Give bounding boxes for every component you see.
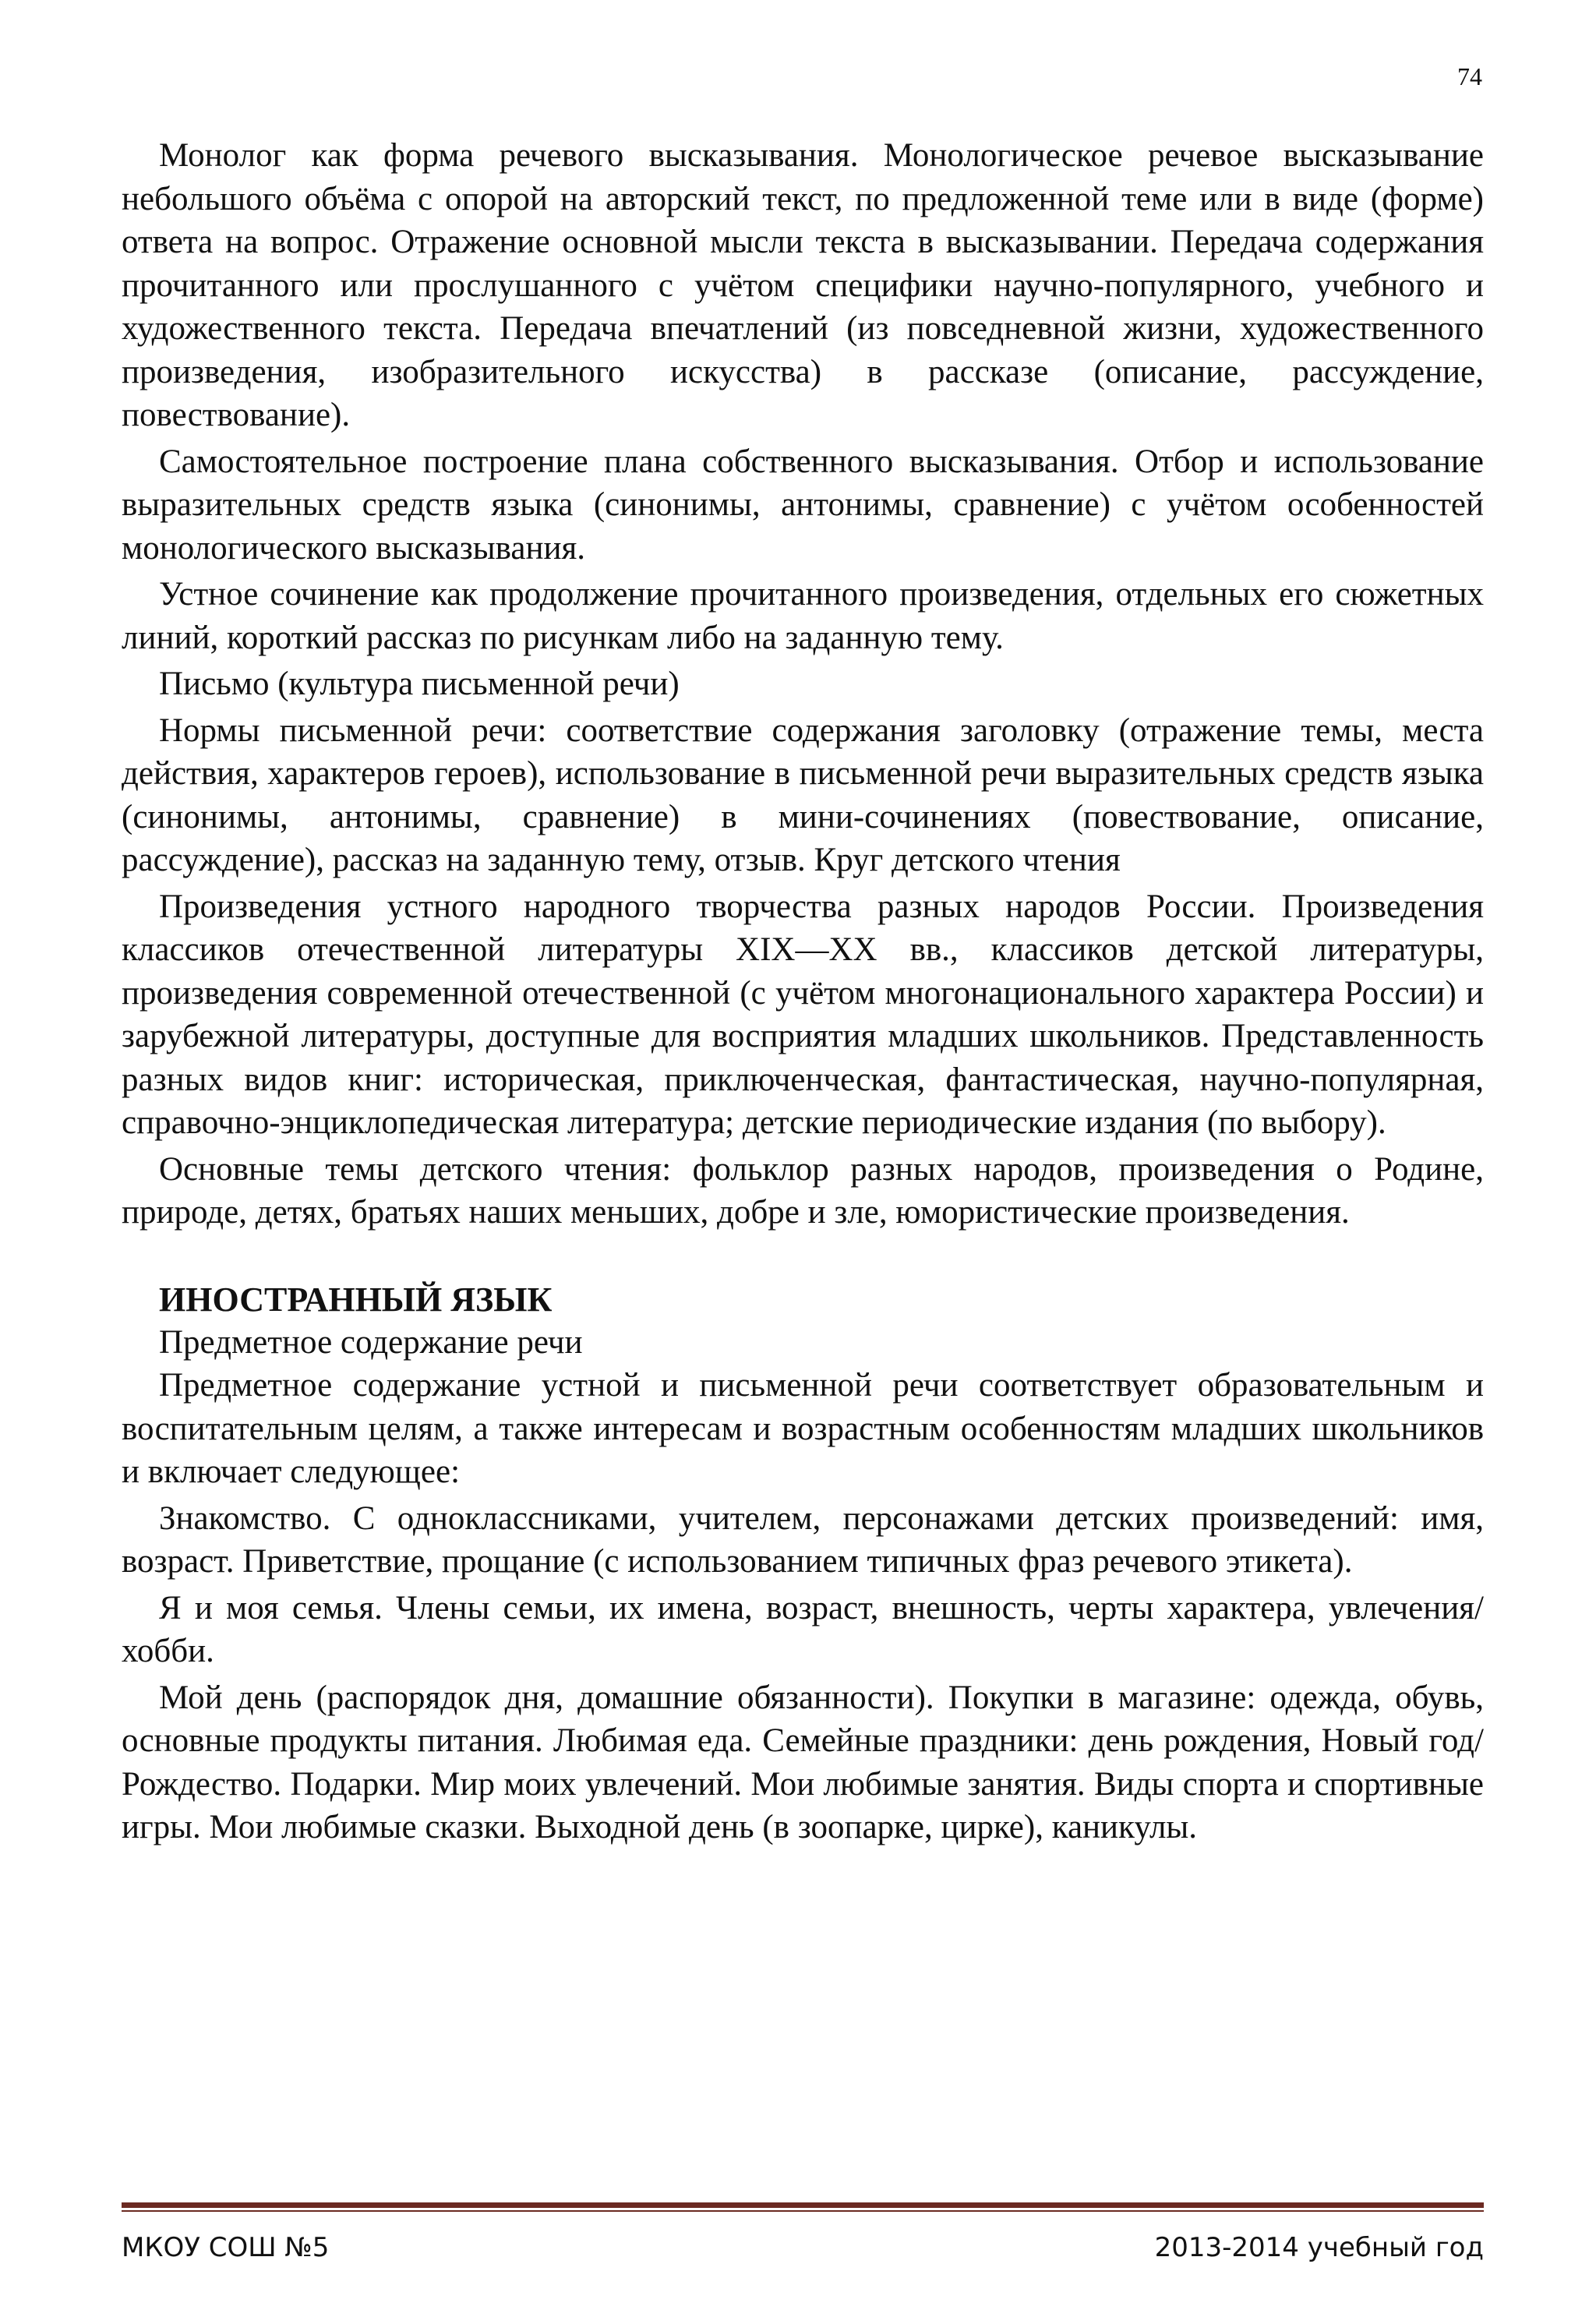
paragraph-monologue: Монолог как форма речевого высказывания. Монологическое речевое высказывание небольшого объёма с опорой на авторский текст, по предложенной теме или в виде (форме) ответа на вопрос. Отражение основной мысли текста в высказывании. Передача содержания прочитанного или прослушанного с учётом специфики научно-популярного, учебного и художественного текста. Передача впечатлений (из повседневной жизни, художественного произведения, изобразительного искусства) в рассказе (описание, рассуждение, повествование). [122, 137, 1484, 433]
footer-school-name: МКОУ СОШ №5 [122, 2232, 330, 2263]
paragraph-works: Произведения устного народного творчества разных народов России. Произведения классиков отечественной литературы XIX—ХХ вв., классиков детской литературы, произведения современной отечественной (с учётом многонационального характера России) и зарубежной литературы, доступные для восприятия младших школьников. Представленность разных видов книг: историческая, приключенческая, фантастическая, научно-популярная, справочно-энциклопедическая литература; детские периодические издания (по выбору). [122, 888, 1484, 1141]
paragraph-reading-topics: Основные темы детского чтения: фольклор разных народов, произведения о Родине, природе, детях, братьях наших меньших, добре и зле, юмористические произведения. [122, 1150, 1484, 1231]
paragraph-family: Я и моя семья. Члены семьи, их имена, возраст, внешность, черты характера, увлечения/хобби. [122, 1589, 1484, 1669]
section-heading-foreign-language: ИНОСТРАННЫЙ ЯЗЫК [159, 1280, 553, 1319]
page-number: 74 [1457, 62, 1482, 90]
paragraph-subject-content: Предметное содержание устной и письменной речи соответствует образовательным и воспитательным целям, а также интересам и возрастным особенностям младших школьников и включает следующее: [122, 1367, 1484, 1490]
paragraph-oral-composition: Устное сочинение как продолжение прочитанного произведения, отдельных его сюжетных линий, короткий рассказ по рисункам либо на заданную тему. [122, 576, 1484, 656]
footer-rule-thin [122, 2210, 1484, 2212]
paragraph-writing-heading: Письмо (культура письменной речи) [159, 666, 680, 702]
paragraph-subject-content-heading: Предметное содержание речи [159, 1323, 583, 1361]
paragraph-acquaintance: Знакомство. С одноклассниками, учителем, персонажами детских произведений: имя, возраст. Приветствие, прощание (с использованием типичных фраз речевого этикета). [122, 1499, 1484, 1580]
page-footer [122, 2230, 1484, 2265]
document-body [122, 134, 1484, 1849]
paragraph-writing-norms: Нормы письменной речи: соответствие содержания заголовку (отражение темы, места действия, характеров героев), использование в письменной речи выразительных средств языка (синонимы, антонимы, сравнение) в мини-сочинениях (повествование, описание, рассуждение), рассказ на заданную тему, отзыв. Круг детского чтения [122, 712, 1484, 878]
footer-school-year: 2013-2014 учебный год [1154, 2232, 1484, 2263]
paragraph-plan: Самостоятельное построение плана собственного высказывания. Отбор и использование выразительных средств языка (синонимы, антонимы, сравнение) с учётом особенностей монологического высказывания. [122, 443, 1484, 567]
footer-rule [122, 2202, 1484, 2208]
paragraph-my-day: Мой день (распорядок дня, домашние обязанности). Покупки в магазине: одежда, обувь, основные продукты питания. Любимая еда. Семейные праздники: день рождения, Новый год/Рождество. Подарки. Мир моих увлечений. Мои любимые занятия. Виды спорта и спортивные игры. Мои любимые сказки. Выходной день (в зоопарке, цирке), каникулы. [122, 1679, 1484, 1845]
